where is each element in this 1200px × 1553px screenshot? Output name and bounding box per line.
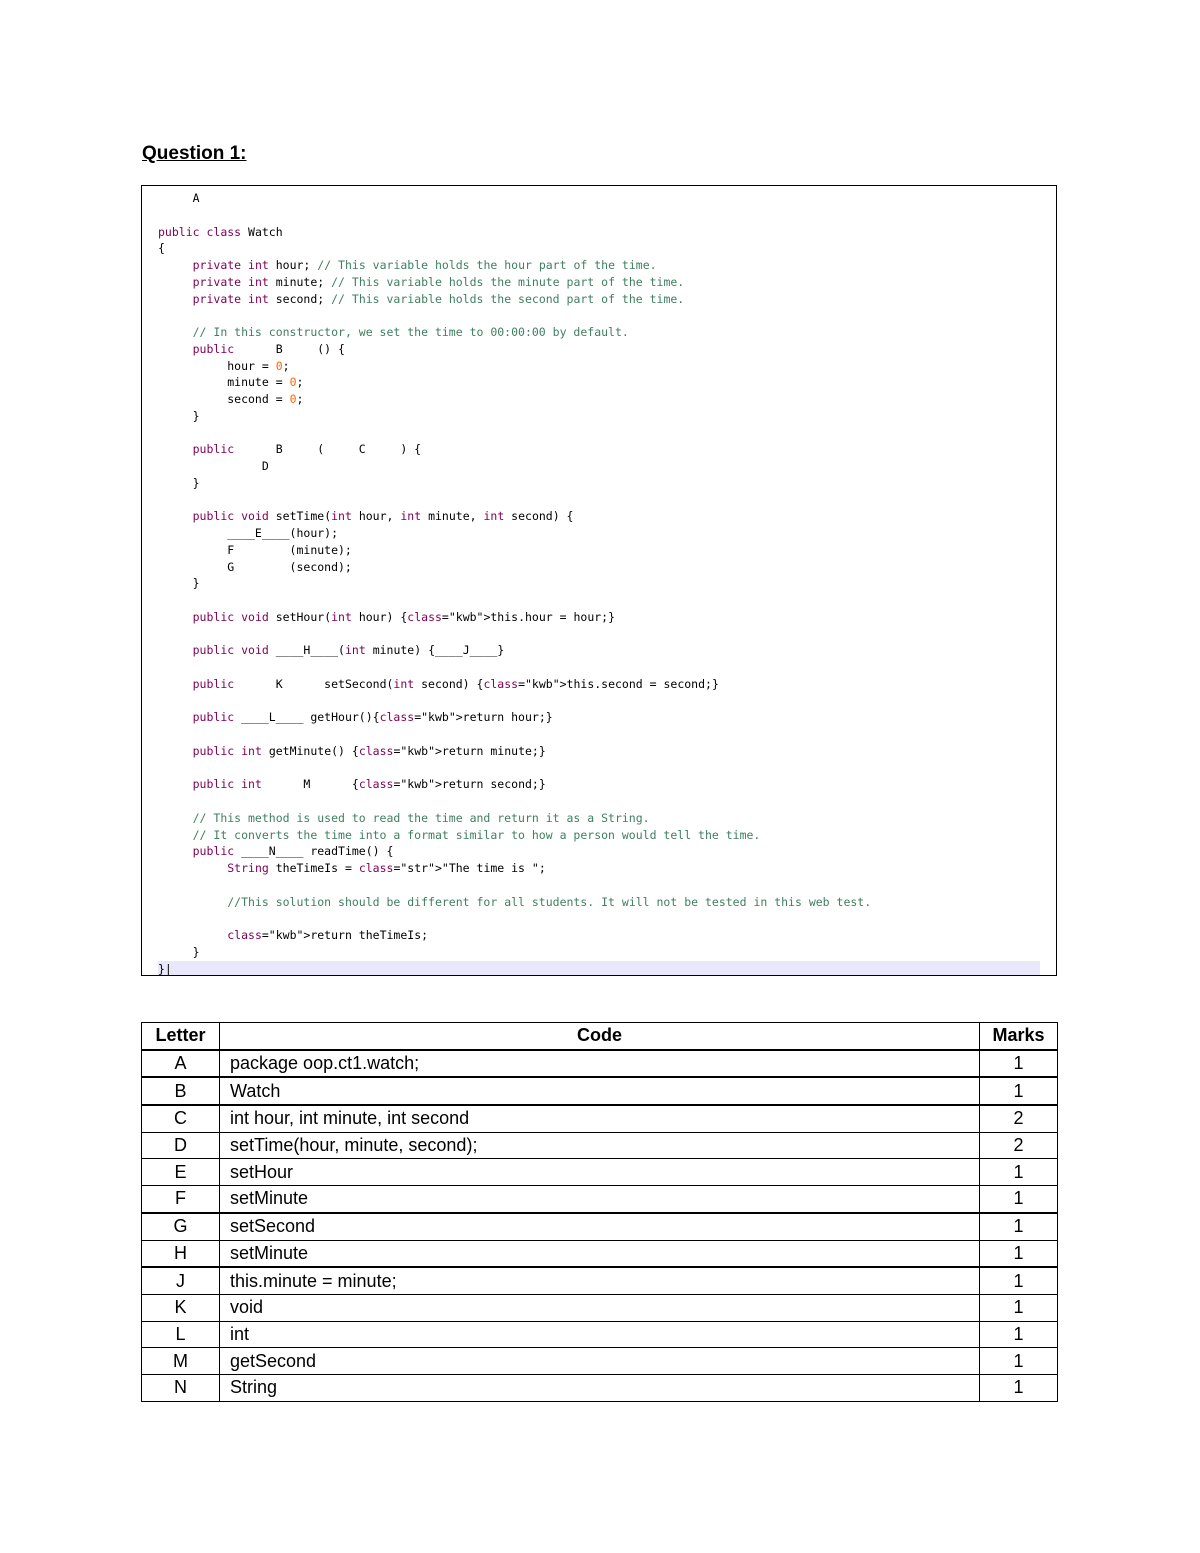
cell-code: getSecond [220,1348,980,1375]
table-row [142,1132,1058,1159]
cell-letter: J [142,1267,220,1294]
question-heading: Question 1: [142,143,247,164]
cell-letter: A [142,1050,220,1078]
cell-code: this.minute = minute; [220,1267,980,1294]
cell-marks: 1 [980,1050,1058,1078]
code-line: public int getMinute() {class="kwb">return minute;} [192,743,546,758]
code-line [158,425,1056,442]
code-line [158,910,1056,927]
code-line: private int minute; // This variable holds the minute part of the time. [192,274,685,289]
code-line: private int second; // This variable holds the second part of the time. [192,291,685,306]
cell-marks: 1 [980,1267,1058,1294]
code-line: String theTimeIs = class="str">"The time is "; [227,861,546,875]
cell-code: Watch [220,1077,980,1105]
cell-code: setHour [220,1159,980,1186]
code-line: public B () { [192,341,345,356]
cell-marks: 1 [980,1294,1058,1321]
cell-marks: 1 [980,1348,1058,1375]
cell-letter: D [142,1132,220,1159]
table-row [142,1321,1058,1348]
answer-table [141,1022,1058,1402]
cell-marks: 1 [980,1240,1058,1267]
code-line: public void setTime(int hour, int minute, int second) { [192,509,574,524]
code-line: F (minute); [158,542,352,557]
code-line [158,793,1056,810]
code-line [158,207,1056,224]
cell-letter: C [142,1105,220,1132]
cell-letter: B [142,1077,220,1105]
cell-marks: 1 [980,1186,1058,1213]
cell-code: String [220,1374,980,1401]
code-line [158,592,1056,609]
code-line: public int M {class="kwb">return second;} [192,777,546,792]
cell-letter: G [142,1213,220,1240]
cell-marks: 1 [980,1159,1058,1186]
table-row [142,1105,1058,1132]
code-line: minute = 0; [158,375,304,390]
cell-code: package oop.ct1.watch; [220,1050,980,1078]
code-line: // In this constructor, we set the time to 00:00:00 by default. [192,325,629,339]
code-listing-box [141,185,1057,976]
table-row [142,1348,1058,1375]
cell-letter: K [142,1294,220,1321]
cell-marks: 1 [980,1374,1058,1401]
cell-code: setTime(hour, minute, second); [220,1132,980,1159]
table-row [142,1186,1058,1213]
code-line [158,726,1056,743]
cell-code: int hour, int minute, int second [220,1105,980,1132]
code-line: }| [158,961,1040,977]
code-line: public void setHour(int hour) {class="kwb">this.hour = hour;} [192,609,616,624]
table-row [142,1159,1058,1186]
cell-marks: 2 [980,1105,1058,1132]
cell-code: setMinute [220,1186,980,1213]
code-line: private int hour; // This variable holds the hour part of the time. [192,258,657,272]
code-line: class="kwb">return theTimeIs; [227,928,429,942]
code-line [158,659,1056,676]
code-line [158,693,1056,710]
table-row [142,1240,1058,1267]
code-line: public K setSecond(int second) {class="kwb">this.second = second;} [192,676,719,691]
cell-marks: 1 [980,1213,1058,1240]
code-line: G (second); [158,559,352,574]
code-line: public class Watch [158,224,283,239]
cell-code: setMinute [220,1240,980,1267]
header-code: Code [220,1023,980,1050]
header-letter: Letter [142,1023,220,1050]
header-marks: Marks [980,1023,1058,1050]
table-row [142,1374,1058,1401]
cell-letter: H [142,1240,220,1267]
table-row [142,1050,1058,1078]
code-line: // It converts the time into a format similar to how a person would tell the time. [192,827,761,842]
code-line: hour = 0; [158,358,290,373]
code-line: //This solution should be different for all students. It will not be tested in this web test. [227,894,872,909]
cell-letter: L [142,1321,220,1348]
cell-code: int [220,1321,980,1348]
table-row [142,1213,1058,1240]
cell-code: setSecond [220,1213,980,1240]
code-line [158,492,1056,509]
code-line [158,877,1056,894]
code-line: } [158,944,200,959]
cell-marks: 1 [980,1077,1058,1105]
cell-marks: 1 [980,1321,1058,1348]
code-line: } [158,576,200,591]
cell-marks: 2 [980,1132,1058,1159]
code-line [158,760,1056,777]
code-line: public B ( C ) { [192,442,422,457]
cell-letter: N [142,1374,220,1401]
code-line [158,626,1056,643]
code-line: public ____N____ readTime() { [192,844,394,859]
code-line: // This method is used to read the time and return it as a String. [192,810,650,825]
cell-letter: E [142,1159,220,1186]
table-row [142,1077,1058,1105]
code-line: A [158,191,200,205]
code-line: ____E____(hour); [158,526,339,540]
cell-letter: M [142,1348,220,1375]
cell-letter: F [142,1186,220,1213]
code-line: { [158,241,165,256]
code-line: public void ____H____(int minute) {____J____} [192,643,505,658]
code-line: } [158,475,200,490]
code-listing [158,190,1056,976]
code-line: second = 0; [158,392,304,406]
code-line: D [158,459,269,473]
answer-table-header-row [142,1023,1058,1050]
code-line [158,307,1056,324]
table-row [142,1267,1058,1294]
answer-table-body [142,1050,1058,1401]
code-line: } [158,408,200,423]
code-line: public ____L____ getHour(){class="kwb">return hour;} [192,710,553,725]
cell-code: void [220,1294,980,1321]
table-row [142,1294,1058,1321]
